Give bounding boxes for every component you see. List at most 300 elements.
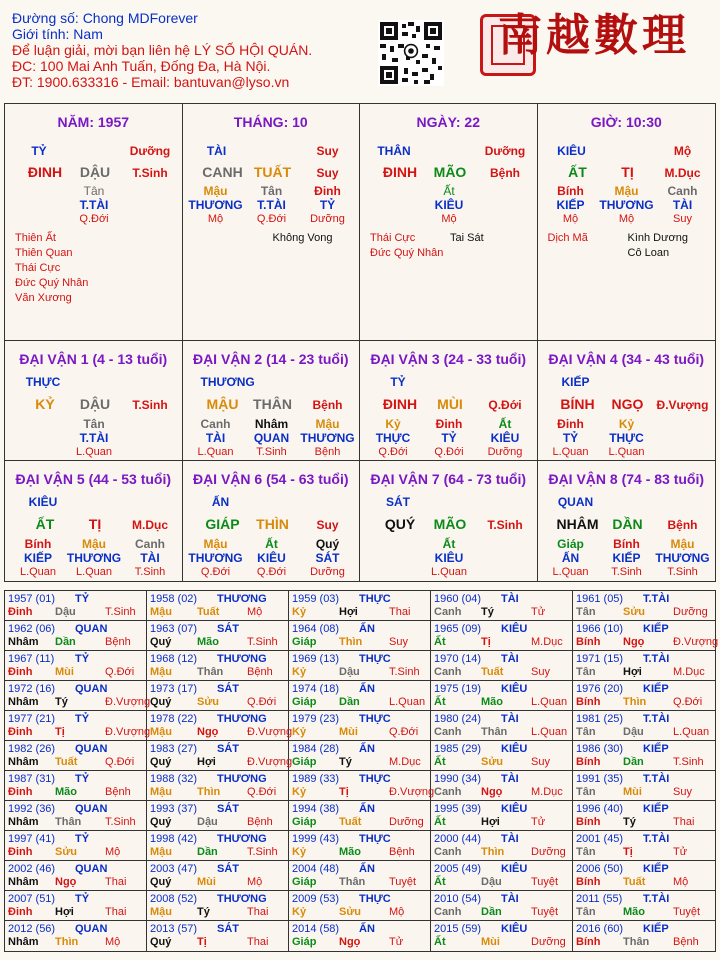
year-cell[interactable] (147, 651, 289, 680)
hidden-god: THƯƠNG (655, 551, 710, 565)
year-cell[interactable] (147, 771, 289, 800)
year-ten-god: KIẾP (643, 623, 669, 635)
year-cell[interactable] (5, 771, 147, 800)
year-stem: Mậu (150, 906, 172, 918)
year-ten-god: TỶ (75, 833, 90, 845)
earthly-branch: DẬU (79, 396, 111, 412)
cell-title: ĐẠI VẬN 2 (14 - 23 tuổi) (192, 351, 349, 367)
year-cell[interactable] (573, 801, 715, 830)
ten-god-label: KIÊU (557, 144, 586, 158)
year-stem: Ất (434, 696, 446, 708)
year-ten-god: TỶ (75, 893, 90, 905)
year-cell[interactable] (431, 771, 573, 800)
year-label: 1964 (08) (292, 623, 340, 635)
year-ten-god: QUAN (75, 923, 108, 935)
year-cell[interactable] (573, 831, 715, 860)
earthly-branch: THÌN (256, 516, 289, 532)
year-label: 2012 (56) (8, 923, 56, 935)
year-stem: Quý (150, 696, 172, 708)
year-branch: Dần (481, 906, 502, 918)
hidden-state: L.Quan (197, 446, 234, 458)
hidden-god: ẤN (561, 551, 580, 565)
year-ten-god: T.TÀI (643, 593, 670, 605)
year-stem: Bính (576, 936, 601, 948)
year-branch: Hợi (55, 906, 74, 918)
branch-state: Bệnh (312, 398, 343, 412)
year-cell[interactable] (289, 681, 431, 710)
year-cell[interactable] (147, 921, 289, 951)
year-stem: Bính (576, 876, 601, 888)
year-label: 1977 (21) (8, 713, 56, 725)
year-cell[interactable] (5, 711, 151, 740)
year-cell[interactable] (289, 771, 435, 800)
pillar-cell[interactable] (183, 104, 361, 340)
star-item: Thái Cực (15, 262, 61, 274)
cell-title: ĐẠI VẬN 3 (24 - 33 tuổi) (370, 351, 527, 367)
year-branch: Tuất (197, 606, 220, 618)
year-state: Tử (531, 816, 546, 828)
year-cell[interactable] (431, 591, 573, 620)
year-state: Q.Đới (247, 786, 277, 798)
year-stem: Mậu (150, 846, 172, 858)
heavenly-stem: ĐINH (27, 164, 63, 180)
ten-god-label: THƯƠNG (200, 375, 255, 389)
year-branch: Thân (55, 816, 82, 828)
year-ten-god: KIẾP (643, 803, 669, 815)
year-cell[interactable] (289, 801, 431, 830)
hidden-stem: Mậu (82, 537, 106, 551)
hidden-state: Q.Đới (256, 566, 287, 578)
hidden-god: KIÊU (490, 431, 520, 445)
heavenly-stem: ĐINH (382, 396, 418, 412)
year-stem: Đinh (8, 606, 33, 618)
year-label: 1980 (24) (434, 713, 482, 725)
year-label: 2004 (48) (292, 863, 340, 875)
year-cell[interactable] (289, 861, 431, 890)
cell-title: ĐẠI VẬN 8 (74 - 83 tuổi) (548, 471, 705, 487)
year-label: 1963 (07) (150, 623, 198, 635)
year-stem: Nhâm (8, 816, 39, 828)
year-ten-god: KIÊU (501, 683, 528, 695)
year-label: 1978 (22) (150, 713, 198, 725)
year-state: Q.Đới (673, 696, 703, 708)
hidden-god: THƯƠNG (188, 198, 243, 212)
year-label: 1981 (25) (576, 713, 624, 725)
year-cell[interactable] (573, 771, 715, 800)
year-branch: Sửu (197, 696, 220, 708)
hidden-god: KIẾP (23, 551, 52, 565)
year-cell[interactable] (147, 861, 289, 890)
year-cell[interactable] (431, 651, 573, 680)
year-cell[interactable] (573, 921, 715, 951)
year-ten-god: TÀI (501, 713, 519, 725)
heavenly-stem: MẬU (206, 396, 239, 412)
year-stem: Kỷ (292, 726, 307, 738)
year-cell[interactable] (573, 861, 715, 890)
year-cell[interactable] (147, 711, 293, 740)
year-label: 1959 (03) (292, 593, 340, 605)
year-label: 2010 (54) (434, 893, 482, 905)
year-state: Thai (389, 606, 411, 618)
year-cell[interactable] (5, 801, 147, 830)
year-state: Tuyệt (531, 906, 559, 918)
year-ten-god: TỶ (75, 713, 90, 725)
dai-van-cell[interactable] (360, 461, 538, 581)
hidden-god: KIẾP (556, 198, 585, 212)
hidden-state: T.Sinh (611, 566, 642, 578)
star-item: Thái Cực (370, 232, 416, 244)
year-label: 1995 (39) (434, 803, 482, 815)
year-cell[interactable] (573, 891, 715, 920)
year-stem: Bính (576, 636, 601, 648)
hidden-state: Q.Đới (79, 213, 109, 225)
year-label: 1957 (01) (8, 593, 56, 605)
star-item: Tai Sát (450, 232, 484, 244)
heavenly-stem: ẤT (568, 164, 587, 180)
year-cell[interactable] (147, 891, 289, 920)
year-ten-god: QUAN (75, 863, 108, 875)
dai-van-cell[interactable] (538, 341, 716, 460)
year-label: 1969 (13) (292, 653, 340, 665)
year-cell[interactable] (431, 891, 573, 920)
year-cell[interactable] (5, 651, 147, 680)
year-branch: Dậu (481, 876, 502, 888)
year-branch: Tị (339, 786, 349, 798)
year-label: 2015 (59) (434, 923, 482, 935)
year-ten-god: T.TÀI (643, 833, 670, 845)
year-label: 1965 (09) (434, 623, 482, 635)
year-label: 2008 (52) (150, 893, 198, 905)
year-branch: Tuất (339, 816, 362, 828)
year-cell[interactable] (147, 591, 289, 620)
year-label: 1989 (33) (292, 773, 340, 785)
year-label: 1982 (26) (8, 743, 56, 755)
branch-state: T.Sinh (487, 518, 523, 532)
year-cell[interactable] (5, 681, 151, 710)
star-item: Kình Dương (627, 232, 688, 244)
year-stem: Tân (576, 846, 596, 858)
heavenly-stem: CANH (202, 164, 243, 180)
year-stem: Canh (434, 606, 462, 618)
year-ten-god: SÁT (217, 623, 239, 635)
year-cell[interactable] (431, 921, 573, 951)
year-branch: Thìn (481, 846, 505, 858)
year-cell[interactable] (431, 681, 573, 710)
year-branch: Dần (55, 636, 76, 648)
year-ten-god: T.TÀI (643, 773, 670, 785)
star-item: Không Vong (272, 232, 333, 244)
year-stem: Nhâm (8, 636, 39, 648)
year-branch: Mùi (481, 936, 500, 948)
year-branch: Tuất (481, 666, 504, 678)
year-row (5, 891, 715, 921)
year-label: 1999 (43) (292, 833, 340, 845)
hidden-state: L.Quan (75, 446, 113, 458)
hidden-stem: Đinh (435, 417, 463, 431)
growth-state: Dưỡng (484, 144, 526, 158)
qr-code-icon[interactable] (378, 20, 444, 86)
ten-god-label: KIÊU (28, 495, 58, 509)
year-state: Dưỡng (673, 606, 708, 618)
year-cell[interactable] (289, 831, 431, 860)
year-stem: Kỷ (292, 846, 307, 858)
year-ten-god: SÁT (217, 923, 239, 935)
year-stem: Giáp (292, 936, 317, 948)
dai-van-cell[interactable] (360, 341, 538, 460)
earthly-branch: TUẤT (253, 164, 292, 180)
hidden-god: SÁT (315, 551, 340, 565)
year-state: Mộ (105, 936, 121, 948)
year-state: M.Dục (531, 786, 563, 798)
year-state: Thai (105, 906, 127, 918)
hidden-state: Mộ (441, 213, 457, 225)
hidden-stem: Mậu (203, 537, 228, 551)
year-ten-god: THỰC (359, 653, 391, 665)
dai-van-cell[interactable] (183, 461, 361, 581)
year-cell[interactable] (5, 831, 147, 860)
year-state: Đ.Vượng (673, 636, 719, 648)
year-label: 1996 (40) (576, 803, 624, 815)
hidden-state: T.Sinh (256, 446, 287, 458)
year-ten-god: SÁT (217, 683, 239, 695)
hidden-stem: Đinh (557, 417, 584, 431)
year-cell[interactable] (289, 711, 431, 740)
year-cell[interactable] (573, 651, 715, 680)
year-branch: Mùi (55, 666, 74, 678)
year-branch: Ngọ (481, 786, 503, 798)
year-ten-god: KIÊU (501, 623, 528, 635)
hidden-god: KIÊU (434, 198, 464, 212)
year-stem: Tân (576, 726, 596, 738)
year-stem: Ất (434, 756, 446, 768)
year-cell[interactable] (5, 921, 147, 951)
hidden-state: Mộ (207, 213, 224, 225)
year-label: 2011 (55) (576, 893, 623, 905)
year-label: 1993 (37) (150, 803, 198, 815)
year-state: Dưỡng (531, 936, 566, 948)
year-state: L.Quan (531, 696, 568, 708)
hidden-god: THỰC (375, 431, 411, 445)
year-label: 1991 (35) (576, 773, 624, 785)
header-line-address: ĐC: 100 Mai Anh Tuấn, Đống Đa, Hà Nội. (12, 58, 271, 74)
year-branch: Dậu (55, 606, 76, 618)
year-cell[interactable] (573, 741, 715, 770)
hidden-state: Bệnh (314, 446, 341, 458)
year-ten-god: ẤN (359, 863, 375, 875)
year-row (5, 801, 715, 831)
year-label: 1990 (34) (434, 773, 482, 785)
year-cell[interactable] (5, 741, 147, 770)
year-cell[interactable] (573, 681, 715, 710)
hidden-stem: Canh (200, 417, 231, 431)
year-state: Suy (531, 666, 550, 678)
year-cell[interactable] (147, 741, 293, 770)
year-cell[interactable] (573, 591, 715, 620)
hidden-state: Q.Đới (434, 446, 464, 458)
year-ten-god: THƯƠNG (217, 593, 267, 605)
cell-title: GIỜ: 10:30 (590, 114, 662, 130)
hidden-stem: Đinh (314, 184, 341, 198)
year-cell[interactable] (289, 741, 431, 770)
year-branch: Tị (55, 726, 65, 738)
hidden-god: THỰC (609, 431, 644, 445)
year-cell[interactable] (431, 711, 573, 740)
year-label: 2005 (49) (434, 863, 482, 875)
year-ten-god: THỰC (359, 593, 391, 605)
year-label: 2009 (53) (292, 893, 340, 905)
earthly-branch: MÃO (433, 516, 467, 532)
hidden-god: KIẾP (612, 551, 641, 565)
ten-god-label: ẤN (211, 495, 230, 509)
year-label: 1972 (16) (8, 683, 56, 695)
year-cell[interactable] (289, 651, 431, 680)
year-stem: Tân (576, 666, 596, 678)
pillar-cell[interactable] (5, 104, 183, 340)
year-label: 1962 (06) (8, 623, 56, 635)
year-state: Thai (105, 876, 127, 888)
year-cell[interactable] (431, 621, 573, 650)
year-ten-god: ẤN (359, 683, 375, 695)
header-line-phone-email: ĐT: 1900.633316 - Email: bantuvan@lyso.vn (12, 74, 290, 90)
year-branch: Mão (481, 696, 503, 708)
year-branch: Ngọ (197, 726, 219, 738)
earthly-branch: MÙI (437, 396, 463, 412)
hidden-stem: Ất (498, 417, 512, 431)
year-ten-god: KIÊU (501, 923, 528, 935)
year-cell[interactable] (5, 621, 147, 650)
year-cell[interactable] (289, 621, 431, 650)
year-stem: Kỷ (292, 906, 307, 918)
year-ten-god: THƯƠNG (217, 893, 267, 905)
year-cell[interactable] (573, 711, 715, 740)
year-state: L.Quan (531, 726, 568, 738)
year-state: L.Quan (673, 726, 710, 738)
hidden-god: TỶ (562, 431, 579, 445)
year-cell[interactable] (573, 621, 719, 650)
hidden-state: L.Quan (552, 566, 589, 578)
hidden-stem: Canh (135, 537, 165, 551)
branch-state: Đ.Vượng (656, 398, 709, 412)
year-cell[interactable] (431, 831, 573, 860)
hidden-stem: Quý (315, 537, 340, 551)
year-ten-god: SÁT (217, 863, 239, 875)
year-branch: Thìn (55, 936, 79, 948)
year-ten-god: QUAN (75, 803, 108, 815)
year-stem: Giáp (292, 816, 317, 828)
year-label: 2002 (46) (8, 863, 56, 875)
year-cell[interactable] (289, 921, 431, 951)
year-ten-god: SÁT (217, 743, 239, 755)
year-branch: Tị (197, 936, 207, 948)
dai-van-cell[interactable] (538, 461, 716, 581)
star-item: Đức Quý Nhân (370, 247, 444, 259)
hidden-state: L.Quan (75, 566, 113, 578)
year-row (5, 621, 719, 651)
year-state: Đ.Vượng (247, 726, 293, 738)
year-stem: Giáp (292, 876, 317, 888)
year-ten-god: ẤN (359, 923, 375, 935)
year-cell[interactable] (5, 861, 147, 890)
year-stem: Ất (434, 816, 446, 828)
heavenly-stem: KỶ (35, 396, 55, 412)
year-branch: Mão (197, 636, 219, 648)
year-state: Mộ (673, 876, 689, 888)
year-row (5, 771, 715, 801)
auspicious-stars (548, 231, 588, 246)
year-state: Tuyệt (389, 876, 417, 888)
hidden-state: T.Sinh (667, 566, 698, 578)
header-line-gender: Giới tính: Nam (12, 26, 103, 42)
year-stem: Bính (576, 756, 601, 768)
year-stem: Mậu (150, 666, 172, 678)
year-state: Dưỡng (389, 816, 424, 828)
year-cell[interactable] (431, 861, 573, 890)
year-branch: Tuất (623, 876, 646, 888)
year-state: Thai (247, 936, 269, 948)
dai-van-cell[interactable] (5, 341, 183, 460)
year-cell[interactable] (147, 681, 289, 710)
year-cell[interactable] (431, 801, 573, 830)
year-cell[interactable] (147, 831, 289, 860)
year-branch: Mùi (339, 726, 358, 738)
year-state: Bệnh (105, 636, 131, 648)
hidden-stem: Mậu (614, 184, 639, 198)
dai-van-cell[interactable] (183, 341, 361, 460)
year-cell[interactable] (289, 591, 431, 620)
year-state: T.Sinh (105, 606, 136, 618)
year-stem: Quý (150, 756, 172, 768)
year-label: 2001 (45) (576, 833, 624, 845)
hidden-stem: Tân (260, 184, 283, 198)
year-stem: Ất (434, 636, 446, 648)
year-cell[interactable] (147, 801, 289, 830)
hidden-stem: Ất (443, 184, 455, 198)
hidden-state: Q.Đới (378, 446, 408, 458)
cell-title: NĂM: 1957 (57, 114, 130, 130)
year-cell[interactable] (147, 621, 289, 650)
hidden-state: Mộ (618, 213, 635, 225)
pillar-cell[interactable] (360, 104, 538, 340)
year-state: Dưỡng (531, 846, 566, 858)
year-ten-god: T.TÀI (643, 653, 670, 665)
year-branch: Mão (339, 846, 361, 858)
hidden-god: TỶ (441, 431, 457, 445)
heavenly-stem: ẤT (35, 516, 55, 532)
year-cell[interactable] (5, 891, 147, 920)
year-cell[interactable] (5, 591, 147, 620)
year-state: Đ.Vượng (389, 786, 435, 798)
year-cell[interactable] (431, 741, 573, 770)
year-cell[interactable] (289, 891, 431, 920)
year-branch: Thân (481, 726, 508, 738)
hidden-stem: Bính (557, 184, 584, 198)
year-state: M.Dục (531, 636, 563, 648)
hidden-stem: Mậu (203, 184, 228, 198)
ten-god-label: TỶ (31, 144, 47, 158)
star-item: Cô Loan (627, 247, 670, 259)
year-label: 1973 (17) (150, 683, 198, 695)
year-branch: Ngọ (55, 876, 77, 888)
dai-van-cell[interactable] (5, 461, 183, 581)
heavenly-stem: BÍNH (560, 396, 595, 412)
year-state: Đ.Vượng (105, 726, 151, 738)
pillar-cell[interactable] (538, 104, 716, 340)
year-stem: Bính (576, 696, 601, 708)
year-row (5, 831, 715, 861)
year-label: 1970 (14) (434, 653, 482, 665)
hidden-stem: Giáp (557, 537, 584, 551)
year-label: 1985 (29) (434, 743, 482, 755)
